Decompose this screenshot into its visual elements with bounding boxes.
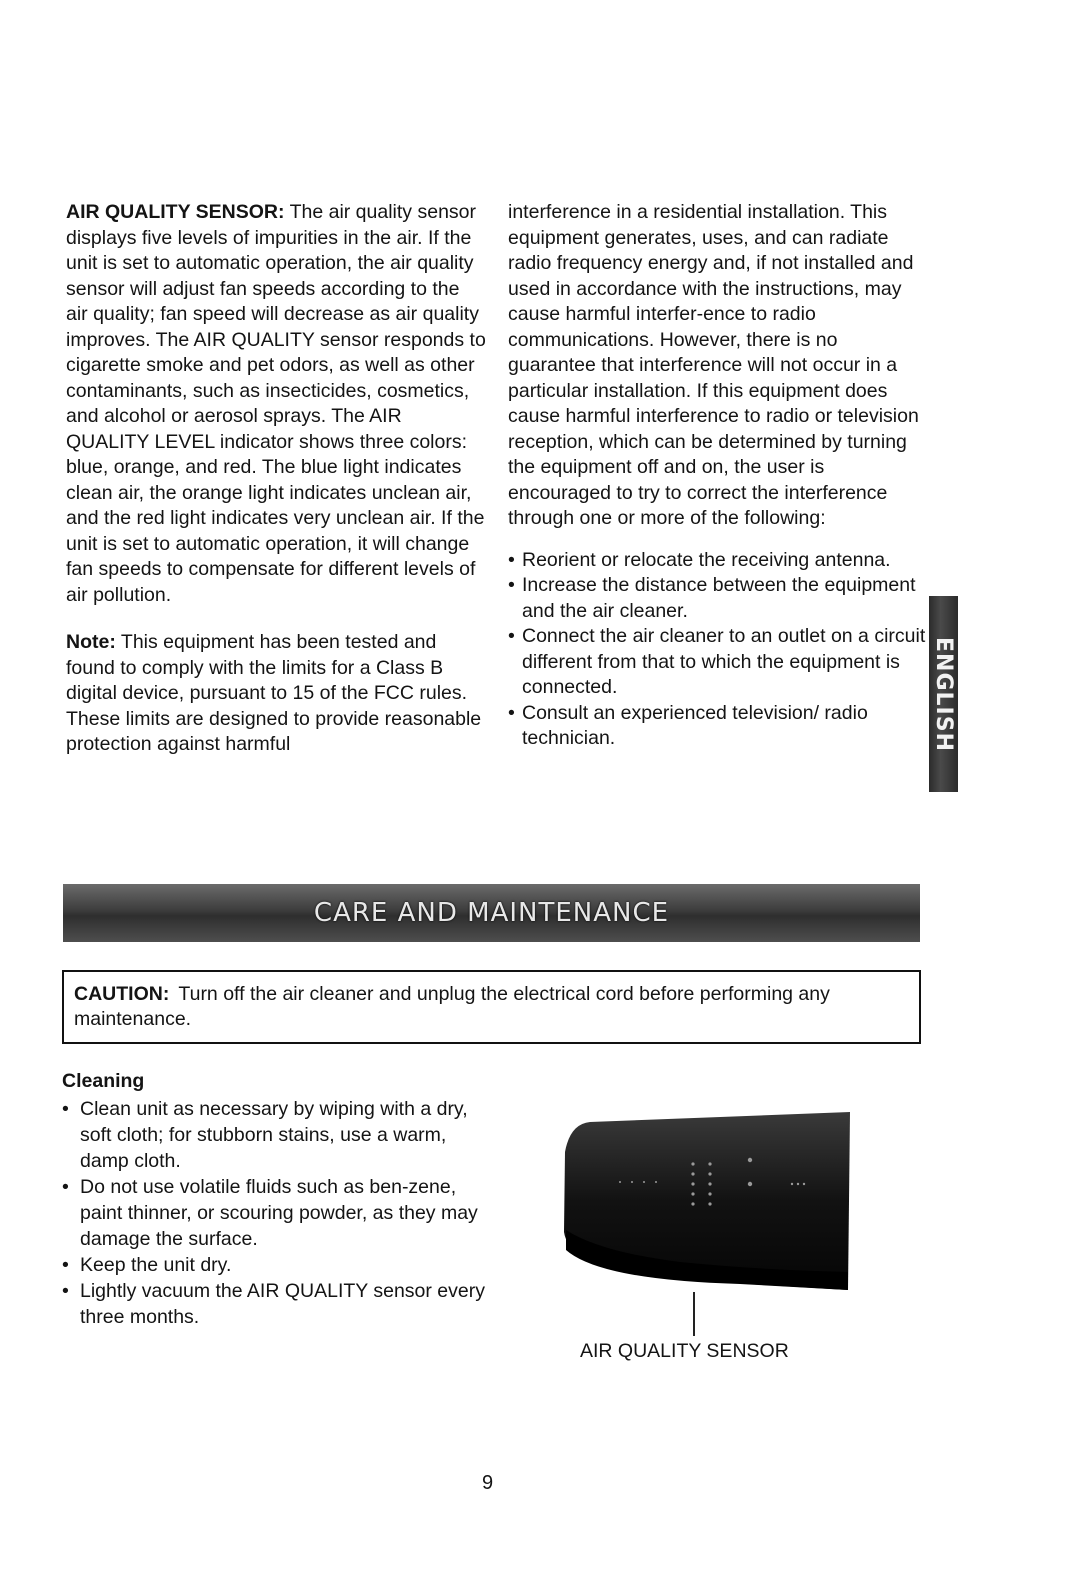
caution-label: CAUTION: [74,983,170,1005]
list-item: • Increase the distance between the equipment and the air cleaner. [508,573,928,624]
air-quality-sensor-illustration [560,1112,850,1292]
list-item: • Do not use volatile fluids such as ben-zene, paint thinner, or scouring powder, as they may damage the surface. [62,1174,492,1252]
note-paragraph [66,630,486,758]
note-text: This equipment has been tested and found to comply with the limits for a Class B digital device, pursuant to 15 of the FCC rules. These limits are designed to provide reasonable protection against harmful [66,631,482,755]
list-item: • Keep the unit dry. [62,1252,492,1278]
section-title: CARE AND MAINTENANCE [313,898,670,928]
list-item: • Reorient or relocate the receiving antenna. [508,548,928,574]
page-number: 9 [482,1472,494,1494]
language-tab-label: ENGLISH [931,636,956,752]
cleaning-section [62,1068,492,1330]
section-title-banner [63,884,920,942]
right-column [508,200,928,752]
interference-remedies-list [508,548,928,752]
figure-caption: AIR QUALITY SENSOR [580,1340,789,1362]
list-item: • Connect the air cleaner to an outlet on a circuit different from that to which the equipment is connected. [508,624,928,701]
list-item: • Clean unit as necessary by wiping with a dry, soft cloth; for stubborn stains, use a warm, damp cloth. [62,1096,492,1174]
left-column [66,200,486,758]
caution-box [62,970,921,1044]
list-item: • Lightly vacuum the AIR QUALITY sensor every three months. [62,1278,492,1330]
cleaning-list [62,1096,492,1330]
air-quality-heading: AIR QUALITY SENSOR: [66,201,285,223]
caution-text: Turn off the air cleaner and unplug the electrical cord before performing any maintenance. [74,983,830,1030]
cleaning-heading: Cleaning [62,1070,145,1092]
air-quality-text: The air quality sensor displays five levels of impurities in the air. If the unit is set to automatic operation, the air quality sensor will adjust fan speeds according to the air quality; fan speed will decrease as air quality improves. The AIR QUALITY sensor responds to cigarette smoke and pet odors, as well as other contaminants, such as insecticides, cosmetics, and alcohol or aerosol sprays. The AIR QUALITY LEVEL indicator shows three colors: blue, orange, and red. The blue light indicates clean air, the orange light indicates unclean air, and the red light indicates very unclean air. If the unit is set to automatic operation, it will change fan speeds to compensate for different levels of air pollution. [66,201,486,606]
list-item: • Consult an experienced television/ radio technician. [508,701,928,752]
caption-leader-line [693,1292,695,1336]
language-side-tab [929,596,958,792]
note-heading: Note: [66,631,116,653]
interference-paragraph: interference in a residential installation. This equipment generates, uses, and can radiate radio frequency energy and, if not installed and used in accordance with the instructions, may cause harmful interfer-ence to radio communications. However, there is no guarantee that interference will not occur in a particular installation. If this equipment does cause harmful interference to radio or television reception, which can be determined by turning the equipment off and on, the user is encouraged to try to correct the interference through one or more of the following: [508,201,919,529]
air-quality-paragraph [66,200,486,608]
